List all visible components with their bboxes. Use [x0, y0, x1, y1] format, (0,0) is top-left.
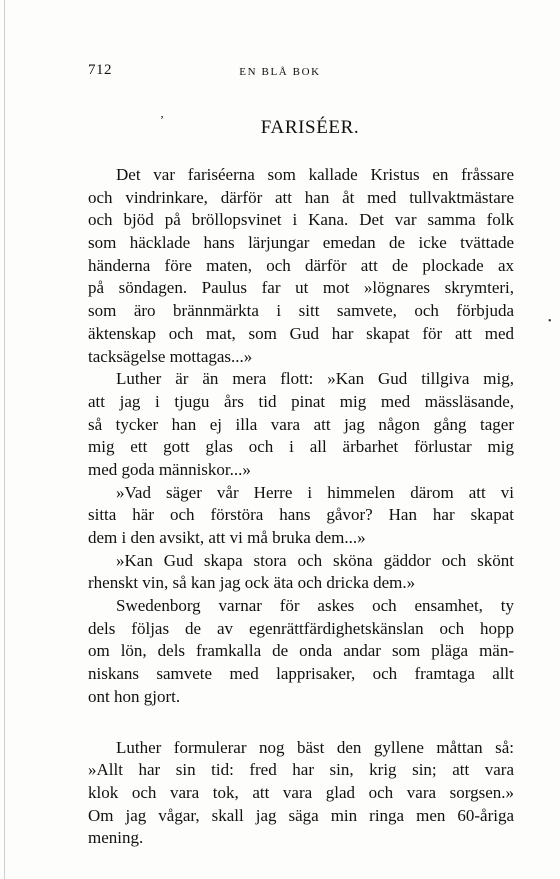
paragraph-6	[88, 737, 514, 850]
margin-speck: •	[548, 316, 552, 327]
text-line: händerna före maten, och därför att de plockade ax	[88, 255, 514, 275]
text-line: så tycker han ej illa vara att jag någon gång tager	[88, 414, 514, 434]
text-line: »Vad säger vår Herre i himmelen därom att vi	[116, 482, 514, 502]
text-line: på söndagen. Paulus far ut mot »lögnares skrymteri,	[88, 278, 514, 298]
text-line: äktenskap och mat, som Gud har skapat för att med	[88, 323, 514, 343]
text-line: och vindrinkare, därför att han åt med tullvaktmästare	[88, 187, 514, 207]
chapter-title: FARISÉER.	[260, 117, 360, 138]
text-line: mening.	[88, 828, 144, 848]
text-line: »Allt har sin tid: fred har sin, krig sin; att vara	[88, 760, 514, 780]
text-line: ont hon gjort.	[88, 686, 181, 706]
text-line: klok och vara tok, att vara glad och vara sorgsen.»	[88, 782, 514, 802]
body-text	[88, 164, 514, 850]
ink-mark: ʼ	[160, 113, 164, 127]
text-line: »Kan Gud skapa stora och sköna gäddor och skönt	[116, 550, 514, 570]
text-line: som äro brännmärkta i sitt samvete, och förbjuda	[88, 301, 514, 321]
text-line: och bjöd på bröllopsvinet i Kana. Det var samma folk	[88, 210, 514, 230]
running-head: EN BLÅ BOK	[239, 66, 321, 78]
text-line: dels följas de av egenrättfärdighetskänslan och hopp	[88, 618, 514, 638]
text-line: niskans samvete med lapprisaker, och framtaga allt	[88, 664, 514, 684]
text-line: med goda människor...»	[88, 459, 251, 479]
text-line: att jag i tjugu års tid pinat mig med mässläsande,	[88, 391, 514, 411]
paragraph-1	[88, 164, 514, 368]
text-line: sitta här och förstöra hans gåvor? Han har skapat	[88, 505, 514, 525]
text-line: Luther är än mera flott: »Kan Gud tillgiva mig,	[116, 369, 514, 389]
text-line: mig ett gott glas och i all ärbarhet förlustar mig	[88, 437, 514, 457]
text-line: rhenskt vin, så kan jag ock äta och dricka dem.»	[88, 573, 416, 593]
paragraph-2	[88, 368, 514, 481]
text-line: dem i den avsikt, att vi må bruka dem...»	[88, 528, 366, 547]
page-number: 712	[88, 62, 112, 78]
paragraph-3	[88, 482, 514, 550]
text-line: Om jag vågar, skall jag säga min ringa men 60-åriga	[88, 805, 514, 825]
text-line: om lön, dels framkalla de onda andar som pläga män-	[88, 641, 514, 661]
text-line: Det var fariséerna som kallade Kristus en fråssare	[116, 165, 514, 184]
text-line: Luther formulerar nog bäst den gyllene måttan så:	[116, 737, 514, 757]
text-line: Swedenborg varnar för askes och ensamhet, ty	[116, 596, 514, 616]
text-line: som häcklade hans lärjungar emedan de icke tvättade	[88, 233, 514, 253]
text-line: tacksägelse mottagas...»	[88, 346, 253, 366]
section-gap	[88, 709, 514, 737]
paragraph-4	[88, 550, 514, 595]
paragraph-5	[88, 595, 514, 708]
